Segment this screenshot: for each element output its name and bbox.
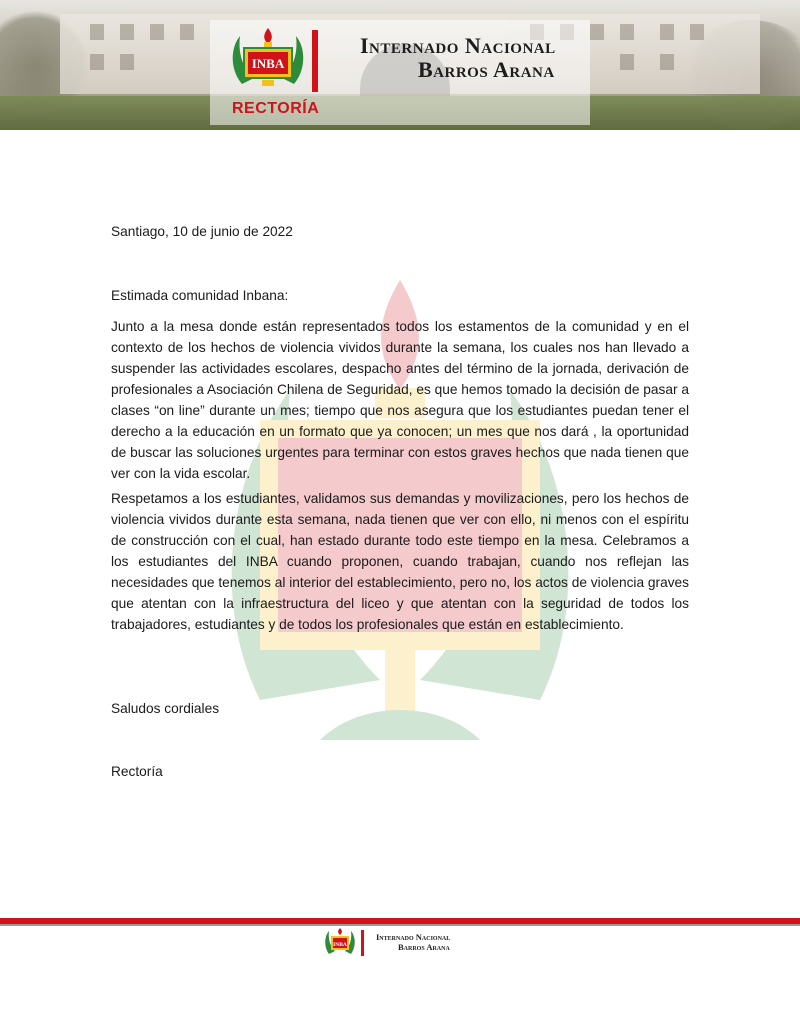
letter-date: Santiago, 10 de junio de 2022 xyxy=(111,224,293,239)
letter-paragraph-2: Respetamos a los estudiantes, validamos sus demandas y movilizaciones, pero los hechos de violencia vividos durante esta semana, nada tienen que ver con ello, ni menos con el espíritu de construcción con el cual, han estado durante todo este tiempo en la mesa. Celebramos a los estudiantes del INBA cuando proponen, cuando trabajan, cuando nos reflejan las necesidades que tenemos al interior del establecimiento, pero no, los actos de violencia graves que atentan con la infraestructura del liceo y que atentan con la seguridad de todos los trabajadores, estudiantes y de todos los profesionales que están en establecimiento. xyxy=(111,491,689,632)
letter-closing: Saludos cordiales xyxy=(111,701,220,716)
inba-logo-icon xyxy=(228,26,308,92)
letter-paragraph-1: Junto a la mesa donde están representados todos los estamentos de la comunidad y en el contexto de los hechos de violencia vividos durante la semana, los cuales nos han llevado a suspender las actividades escolares, despacho antes del término de la jornada, derivación de profesionales a Asociación Chilena de Seguridad, es que hemos tomado la decisión de pasar a clases “on line” durante un mes; tiempo que nos asegura que los estudiantes puedan tener el derecho a la educación en un formato que ya conocen; un mes que nos dará , la oportunidad de buscar las soluciones urgentes para terminar con estos graves hechos que nada tienen que ver con la vida escolar. xyxy=(111,319,689,481)
department-label: RECTORÍA xyxy=(232,100,320,117)
letterhead-banner xyxy=(0,0,800,130)
footer-institution-line2: Barros Arana xyxy=(398,942,450,952)
institution-name-line1: Internado Nacional xyxy=(360,33,556,58)
footer-grey-rule xyxy=(0,924,800,926)
logo-text: INBA xyxy=(251,56,285,71)
logo-divider-bar xyxy=(312,30,318,92)
footer-institution-line1: Internado Nacional xyxy=(376,932,451,942)
institution-name xyxy=(360,34,556,82)
institution-name-line2: Barros Arana xyxy=(418,57,555,82)
footer-logo-text: INBA xyxy=(333,942,347,948)
letter-greeting: Estimada comunidad Inbana: xyxy=(111,288,289,303)
letter-signature: Rectoría xyxy=(111,764,163,779)
footer-inba-logo-icon xyxy=(324,927,356,957)
footer-institution-name xyxy=(376,932,450,952)
footer-divider-bar xyxy=(361,930,364,956)
